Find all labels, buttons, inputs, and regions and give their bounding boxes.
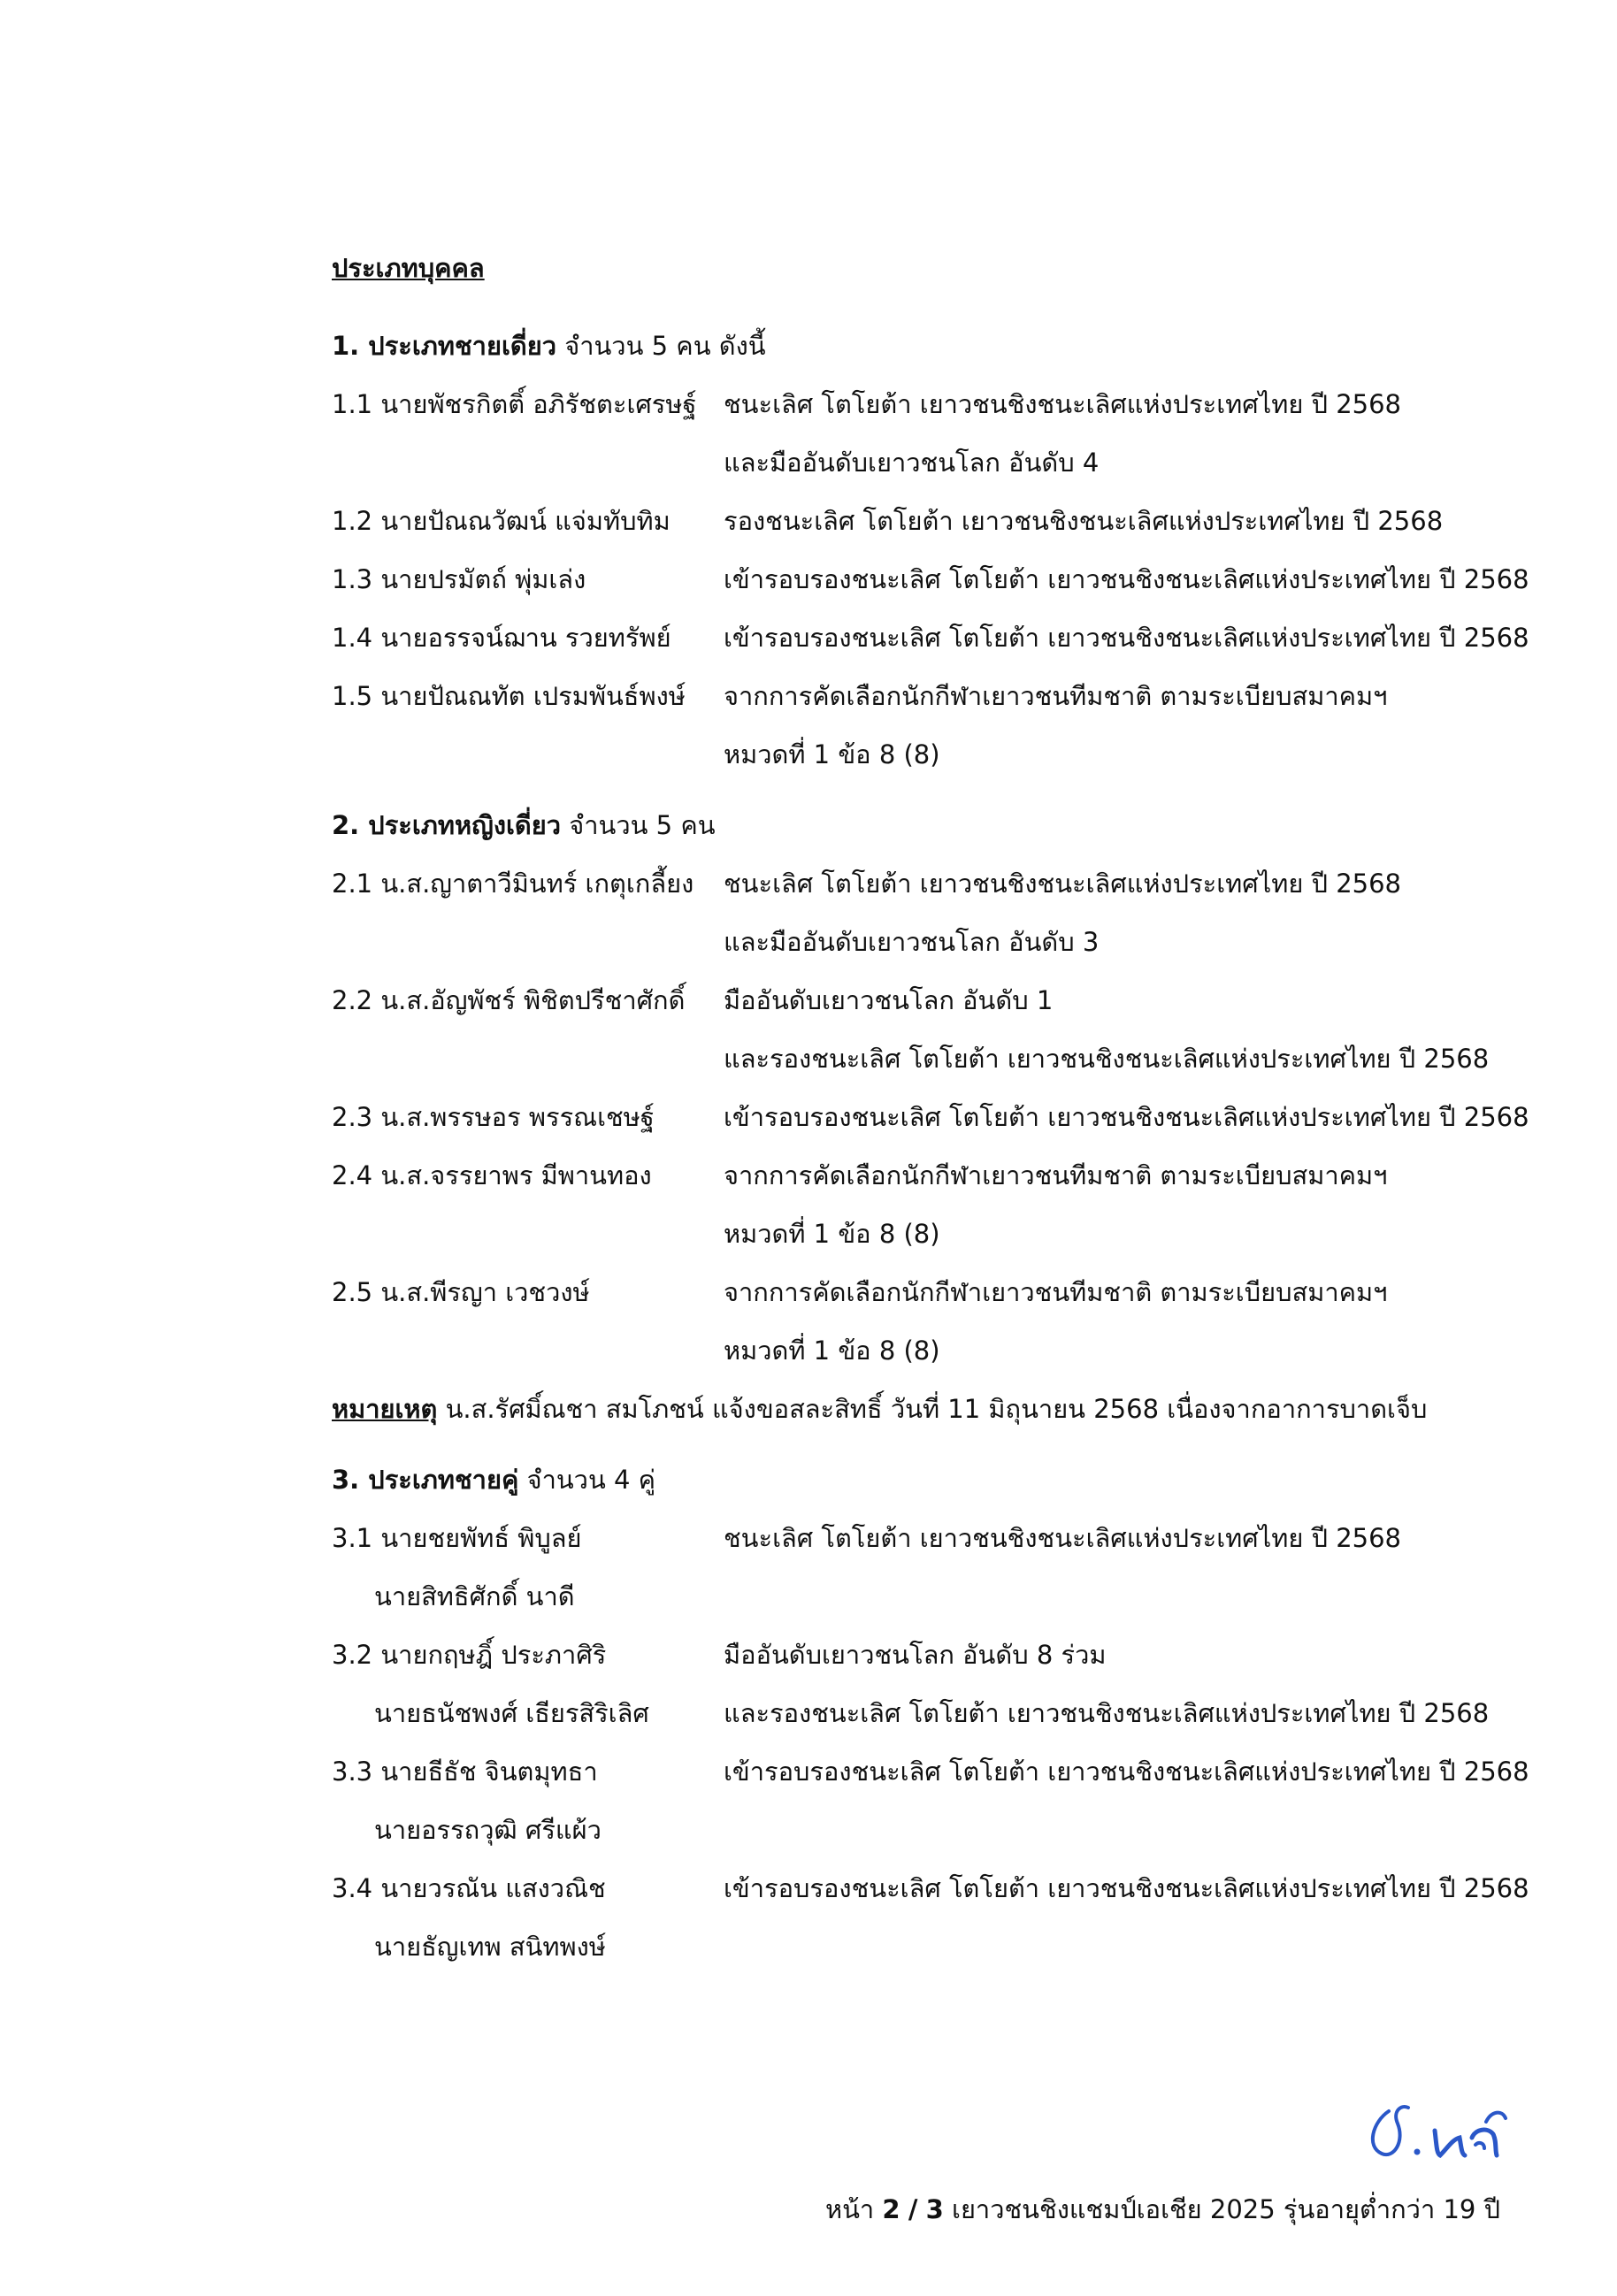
entry-description-line: และมืออันดับเยาวชนโลก อันดับ 4 xyxy=(724,448,1100,478)
entry-name xyxy=(332,1742,724,1859)
category-heading-rest: จำนวน 4 คู่ xyxy=(526,1465,656,1495)
entry-name-line: 1.3 นายปรมัตถ์ พุ่มเล่ง xyxy=(332,564,586,594)
entry-description xyxy=(724,608,1529,667)
entry-description-line: จากการคัดเลือกนักกีฬาเยาวชนทีมชาติ ตามระเบียบสมาคมฯ xyxy=(724,1277,1388,1307)
category-heading-bold: 1. ประเภทชายเดี่ยว xyxy=(332,331,556,361)
entry-description-line: เข้ารอบรองชนะเลิศ โตโยต้า เยาวชนชิงชนะเลิศแห่งประเทศไทย ปี 2568 xyxy=(724,623,1529,653)
entry-row xyxy=(332,1626,1517,1742)
category-list xyxy=(332,317,1529,1976)
entry-description-line: จากการคัดเลือกนักกีฬาเยาวชนทีมชาติ ตามระเบียบสมาคมฯ xyxy=(724,1160,1388,1190)
entry-row xyxy=(332,1088,1529,1146)
entry-row xyxy=(332,667,1517,784)
entry-name-line: 3.1 นายชยพัทธ์ พิบูลย์ xyxy=(332,1523,582,1553)
footer-separator: / xyxy=(908,2194,918,2224)
entry-name-line: 1.5 นายปัณณทัต เปรมพันธ์พงษ์ xyxy=(332,681,686,711)
entry-row xyxy=(332,492,1517,550)
entry-description xyxy=(724,667,1517,784)
entry-name-line: นายธัญเทพ สนิทพงษ์ xyxy=(374,1932,606,1962)
entry-row xyxy=(332,550,1529,608)
entry-name-line: 2.2 น.ส.อัญพัชร์ พิชิตปรีชาศักดิ์ xyxy=(332,985,686,1015)
entry-description-line: เข้ารอบรองชนะเลิศ โตโยต้า เยาวชนชิงชนะเลิศแห่งประเทศไทย ปี 2568 xyxy=(724,1873,1529,1903)
entry-description-line: ชนะเลิศ โตโยต้า เยาวชนชิงชนะเลิศแห่งประเทศไทย ปี 2568 xyxy=(724,1523,1402,1553)
entry-name xyxy=(332,971,724,1088)
entry-description-line: และรองชนะเลิศ โตโยต้า เยาวชนชิงชนะเลิศแห่งประเทศไทย ปี 2568 xyxy=(724,1698,1490,1728)
entry-name xyxy=(332,1626,724,1742)
entry-name xyxy=(332,1263,724,1380)
entry-row xyxy=(332,608,1529,667)
category-heading xyxy=(332,317,1517,375)
category-heading-bold: 2. ประเภทหญิงเดี่ยว xyxy=(332,810,562,840)
entry-description-line: และมืออันดับเยาวชนโลก อันดับ 3 xyxy=(724,927,1100,957)
entry-name xyxy=(332,1859,724,1976)
entry-name-line: 2.5 น.ส.พีรญา เวชวงษ์ xyxy=(332,1277,590,1307)
entry-description xyxy=(724,492,1517,550)
category-heading xyxy=(332,1450,1517,1509)
entry-name-line: 2.4 น.ส.จรรยาพร มีพานทอง xyxy=(332,1160,652,1190)
category-section xyxy=(332,317,1529,784)
entry-row xyxy=(332,971,1517,1088)
entry-row xyxy=(332,1742,1529,1859)
entry-name-line: นายสิทธิศักดิ์ นาดี xyxy=(374,1581,575,1611)
entry-description-line: มืออันดับเยาวชนโลก อันดับ 8 ร่วม xyxy=(724,1640,1107,1670)
entry-description xyxy=(724,854,1517,971)
category-heading-rest: จำนวน 5 คน ดังนี้ xyxy=(564,331,766,361)
entry-description-line: และรองชนะเลิศ โตโยต้า เยาวชนชิงชนะเลิศแห่งประเทศไทย ปี 2568 xyxy=(724,1044,1490,1074)
entry-description-line: หมวดที่ 1 ข้อ 8 (8) xyxy=(724,739,940,769)
category-heading-bold: 3. ประเภทชายคู่ xyxy=(332,1465,519,1495)
entry-description xyxy=(724,1263,1517,1380)
entry-description-line: ชนะเลิศ โตโยต้า เยาวชนชิงชนะเลิศแห่งประเทศไทย ปี 2568 xyxy=(724,869,1402,899)
entry-description-line: เข้ารอบรองชนะเลิศ โตโยต้า เยาวชนชิงชนะเลิศแห่งประเทศไทย ปี 2568 xyxy=(724,1102,1529,1132)
entry-description-line: รองชนะเลิศ โตโยต้า เยาวชนชิงชนะเลิศแห่งประเทศไทย ปี 2568 xyxy=(724,506,1444,536)
entry-name xyxy=(332,375,724,492)
entry-name-line: 3.3 นายธีธัช จินตมุทธา xyxy=(332,1756,598,1787)
entry-row xyxy=(332,854,1517,971)
entry-description xyxy=(724,1626,1517,1742)
entry-name xyxy=(332,1509,724,1626)
document-body xyxy=(332,239,1529,1976)
footer-prefix: หน้า xyxy=(824,2194,875,2224)
entry-description xyxy=(724,550,1529,608)
entry-name xyxy=(332,667,724,784)
footer-page-current: 2 xyxy=(882,2194,900,2224)
entry-row xyxy=(332,1509,1517,1626)
entry-description-line: ชนะเลิศ โตโยต้า เยาวชนชิงชนะเลิศแห่งประเทศไทย ปี 2568 xyxy=(724,389,1402,419)
entry-row xyxy=(332,375,1517,492)
entry-description-line: จากการคัดเลือกนักกีฬาเยาวชนทีมชาติ ตามระเบียบสมาคมฯ xyxy=(724,681,1388,711)
entry-description xyxy=(724,1146,1517,1263)
entry-name-line: 3.4 นายวรณัน แสงวณิช xyxy=(332,1873,606,1903)
section-title: ประเภทบุคคล xyxy=(332,253,485,283)
category-heading-rest: จำนวน 5 คน xyxy=(569,810,716,840)
entry-description xyxy=(724,1742,1529,1859)
entry-name xyxy=(332,608,724,667)
category-section xyxy=(332,796,1529,1438)
entry-description-line: หมวดที่ 1 ข้อ 8 (8) xyxy=(724,1219,940,1249)
entry-name-line: 1.1 นายพัชรกิตติ์ อภิรัชตะเศรษฐ์ xyxy=(332,389,697,419)
category-section xyxy=(332,1450,1529,1976)
footer-title: เยาวชนชิงแชมป์เอเชีย 2025 รุ่นอายุต่ำกว่า 19 ปี xyxy=(952,2194,1500,2224)
page-footer xyxy=(825,2183,1500,2236)
entry-name-line: 3.2 นายกฤษฎิ์ ประภาศิริ xyxy=(332,1640,607,1670)
entry-description-line: เข้ารอบรองชนะเลิศ โตโยต้า เยาวชนชิงชนะเลิศแห่งประเทศไทย ปี 2568 xyxy=(724,564,1529,594)
entry-name-line: 2.1 น.ส.ญาตาวีมินทร์ เกตุเกลี้ยง xyxy=(332,869,694,899)
category-note xyxy=(332,1380,1517,1438)
category-heading xyxy=(332,796,1517,854)
entry-description xyxy=(724,375,1517,492)
note-label: หมายเหตุ xyxy=(332,1394,438,1424)
entry-description-line: หมวดที่ 1 ข้อ 8 (8) xyxy=(724,1336,940,1366)
entry-description xyxy=(724,1509,1517,1626)
entry-description xyxy=(724,1859,1529,1976)
entry-name xyxy=(332,1146,724,1263)
entry-name xyxy=(332,854,724,971)
entry-name-line: นายธนัชพงศ์ เธียรสิริเลิศ xyxy=(374,1698,649,1728)
entry-description xyxy=(724,971,1517,1088)
entry-name xyxy=(332,550,724,608)
signature xyxy=(1355,2092,1523,2171)
entry-description-line: เข้ารอบรองชนะเลิศ โตโยต้า เยาวชนชิงชนะเลิศแห่งประเทศไทย ปี 2568 xyxy=(724,1756,1529,1787)
entry-row xyxy=(332,1859,1529,1976)
entry-name xyxy=(332,1088,724,1146)
entry-description xyxy=(724,1088,1529,1146)
entry-row xyxy=(332,1146,1517,1263)
entry-name-line: 1.4 นายอรรจน์ฌาน รวยทรัพย์ xyxy=(332,623,671,653)
entry-name-line: 2.3 น.ส.พรรษอร พรรณเชษฐ์ xyxy=(332,1102,655,1132)
entry-name xyxy=(332,492,724,550)
entry-description-line: มืออันดับเยาวชนโลก อันดับ 1 xyxy=(724,985,1054,1015)
entry-row xyxy=(332,1263,1517,1380)
footer-page-total: 3 xyxy=(925,2194,944,2224)
note-text: น.ส.รัศมิ์ณชา สมโภชน์ แจ้งขอสละสิทธิ์ วันที่ 11 มิถุนายน 2568 เนื่องจากอาการบาดเจ็บ xyxy=(445,1394,1428,1424)
entry-name-line: นายอรรถวุฒิ ศรีแผ้ว xyxy=(374,1815,602,1845)
entry-name-line: 1.2 นายปัณณวัฒน์ แจ่มทับทิม xyxy=(332,506,671,536)
